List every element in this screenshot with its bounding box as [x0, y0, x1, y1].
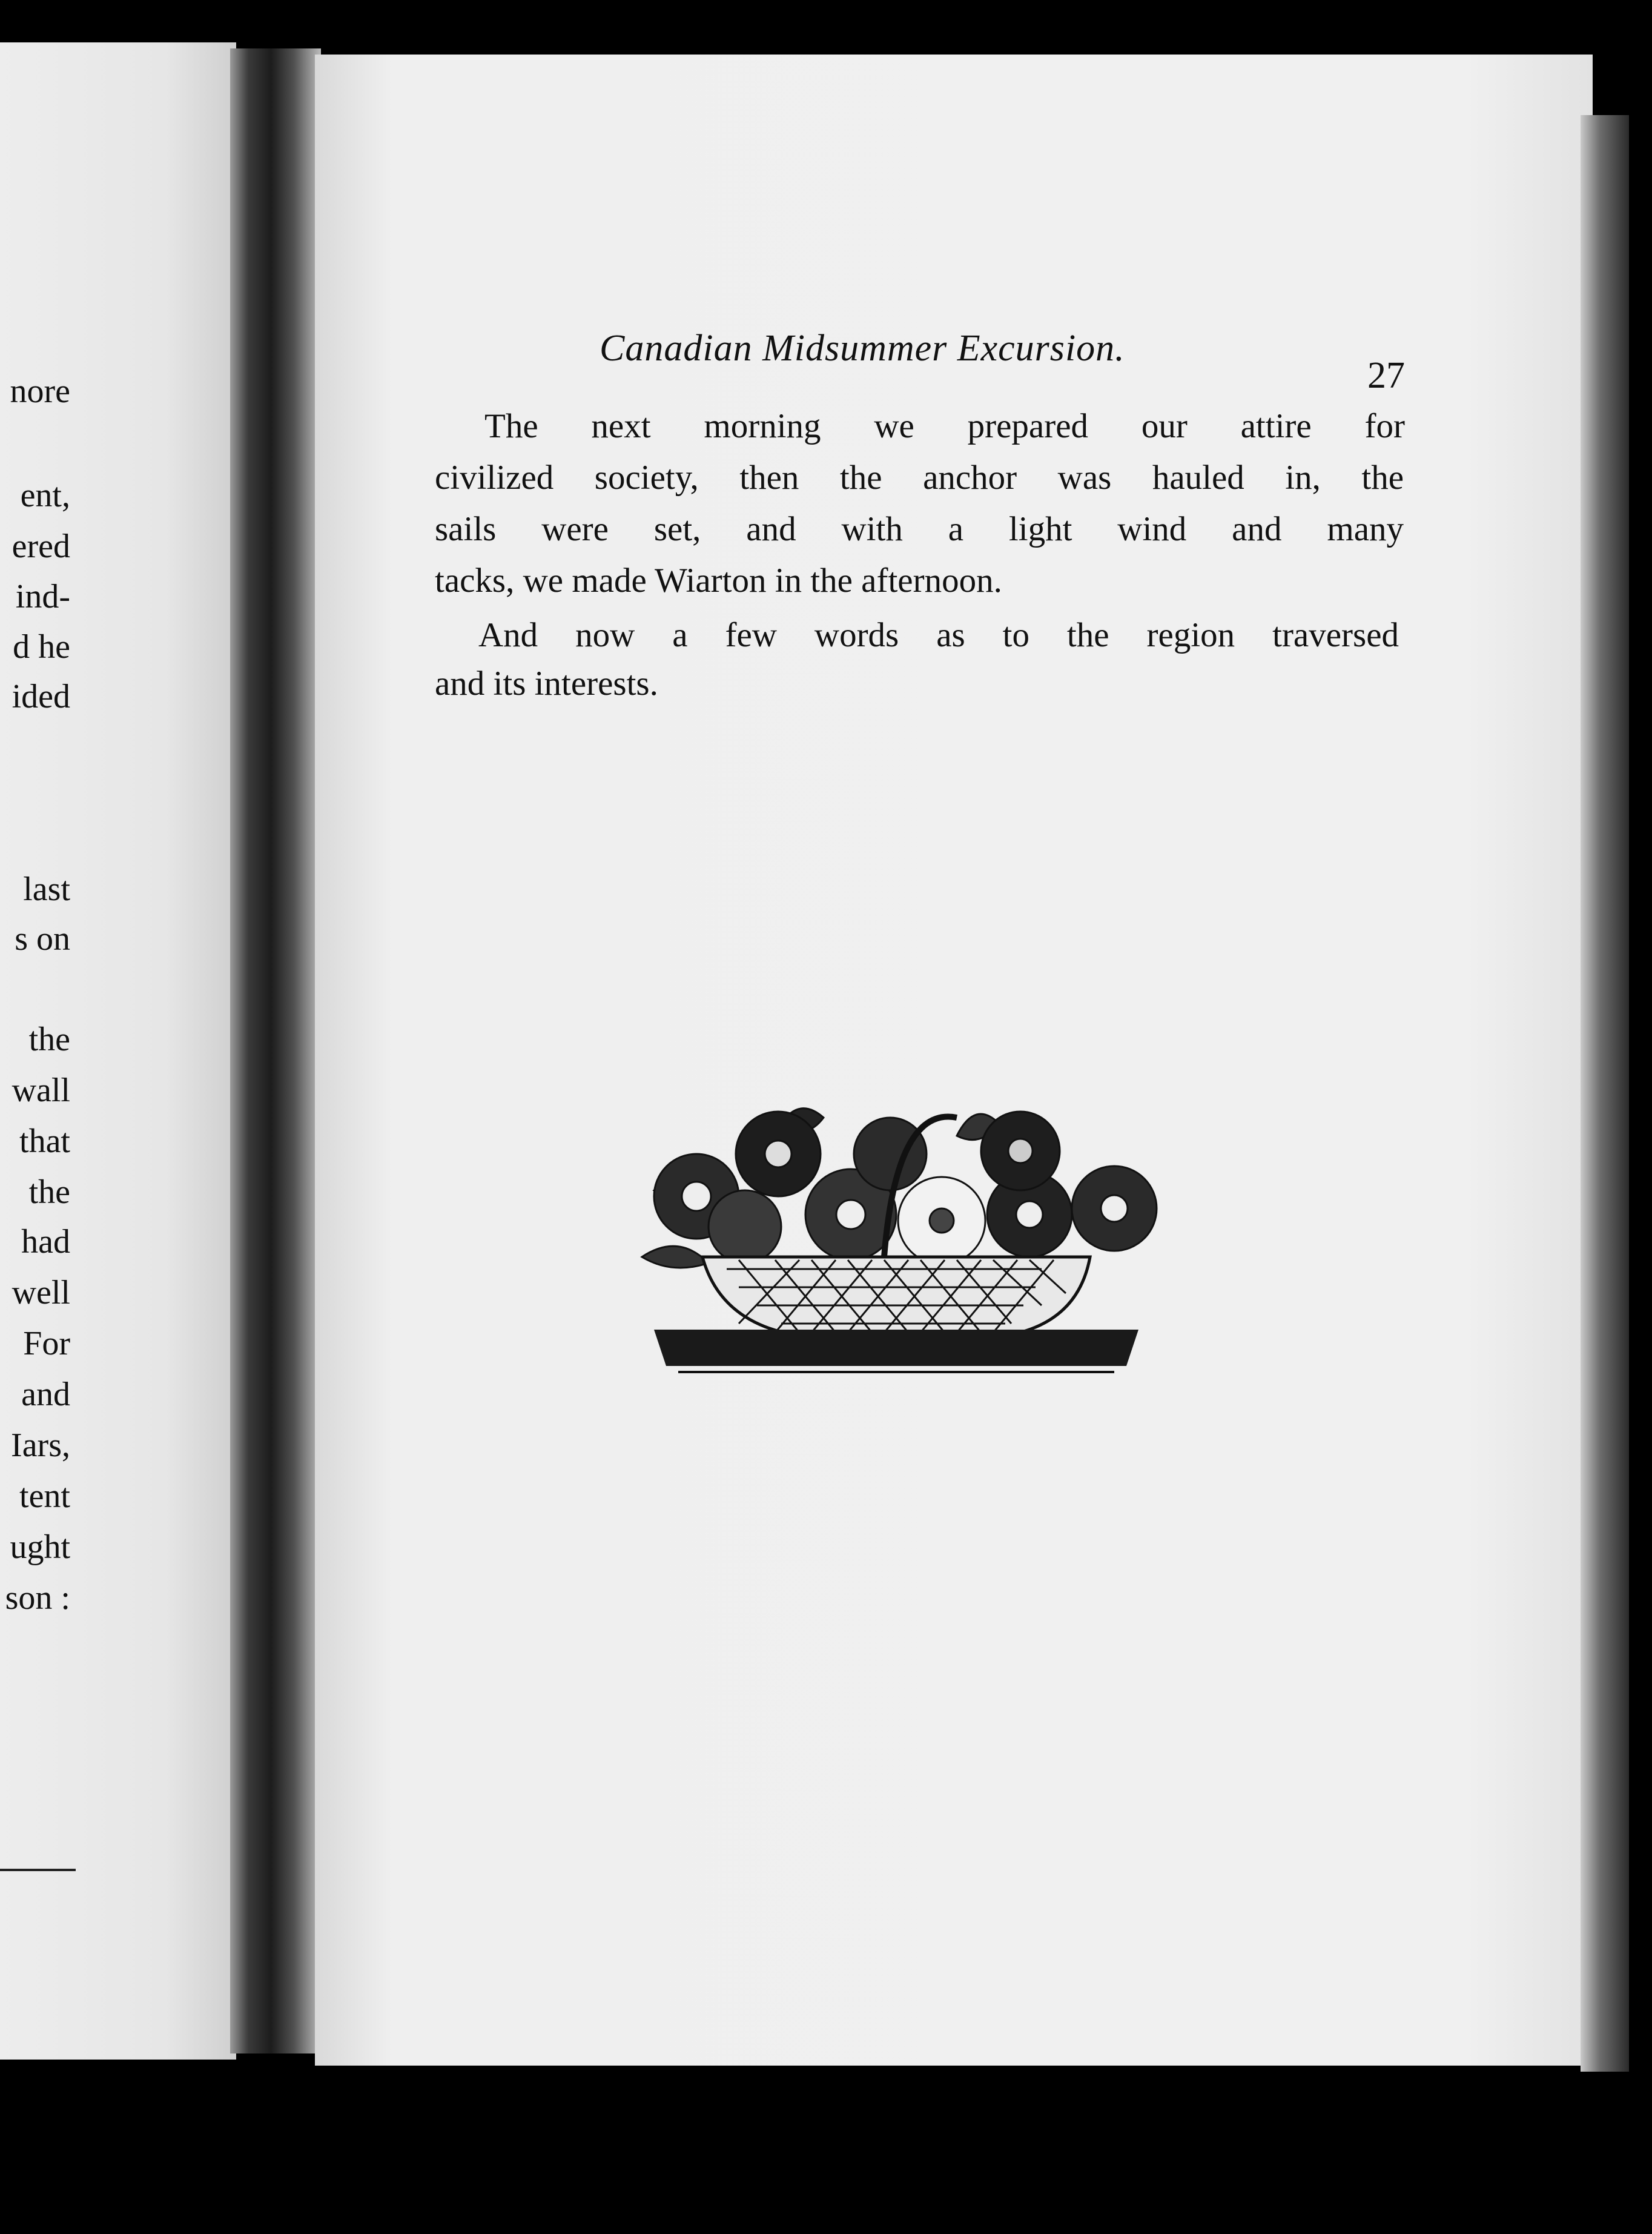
paragraph-line: And now a few words as to the region traversed [478, 616, 1399, 654]
paragraph-line: sails were set, and with a light wind and many [435, 510, 1404, 548]
left-line: last [23, 870, 70, 908]
left-line: the [28, 1173, 70, 1211]
paragraph-line: tacks, we made Wiarton in the afternoon. [435, 562, 1002, 600]
left-line: For [23, 1325, 70, 1362]
left-line: ided [12, 678, 70, 715]
left-line: ered [12, 528, 70, 565]
page-edge [1581, 115, 1629, 2072]
left-line: nore [10, 373, 70, 410]
page-number: 27 [1367, 355, 1405, 396]
paragraph-line: The next morning we prepared our attire for [484, 407, 1405, 445]
left-line: that [19, 1122, 70, 1160]
left-line: son : [5, 1579, 70, 1617]
left-line: d he [13, 628, 70, 666]
running-head: Canadian Midsummer Excursion. [600, 328, 1125, 369]
left-line: s on [15, 920, 70, 958]
left-line: ught [10, 1528, 70, 1566]
left-line: Iars, [11, 1427, 70, 1464]
left-line: had [21, 1223, 70, 1261]
left-line: and [21, 1376, 70, 1413]
left-page-rule [0, 1869, 76, 1871]
left-line: tent [19, 1477, 70, 1515]
flower-basket-icon [618, 1099, 1175, 1384]
book-spine [230, 48, 321, 2053]
left-line: the [28, 1021, 70, 1058]
left-line: well [12, 1274, 70, 1311]
paragraph-line: and its interests. [435, 665, 658, 703]
left-line: ind- [15, 578, 70, 615]
left-line: wall [12, 1072, 70, 1109]
left-line: ent, [20, 477, 70, 514]
paragraph-line: civilized society, then the anchor was hauled in, the [435, 459, 1404, 497]
